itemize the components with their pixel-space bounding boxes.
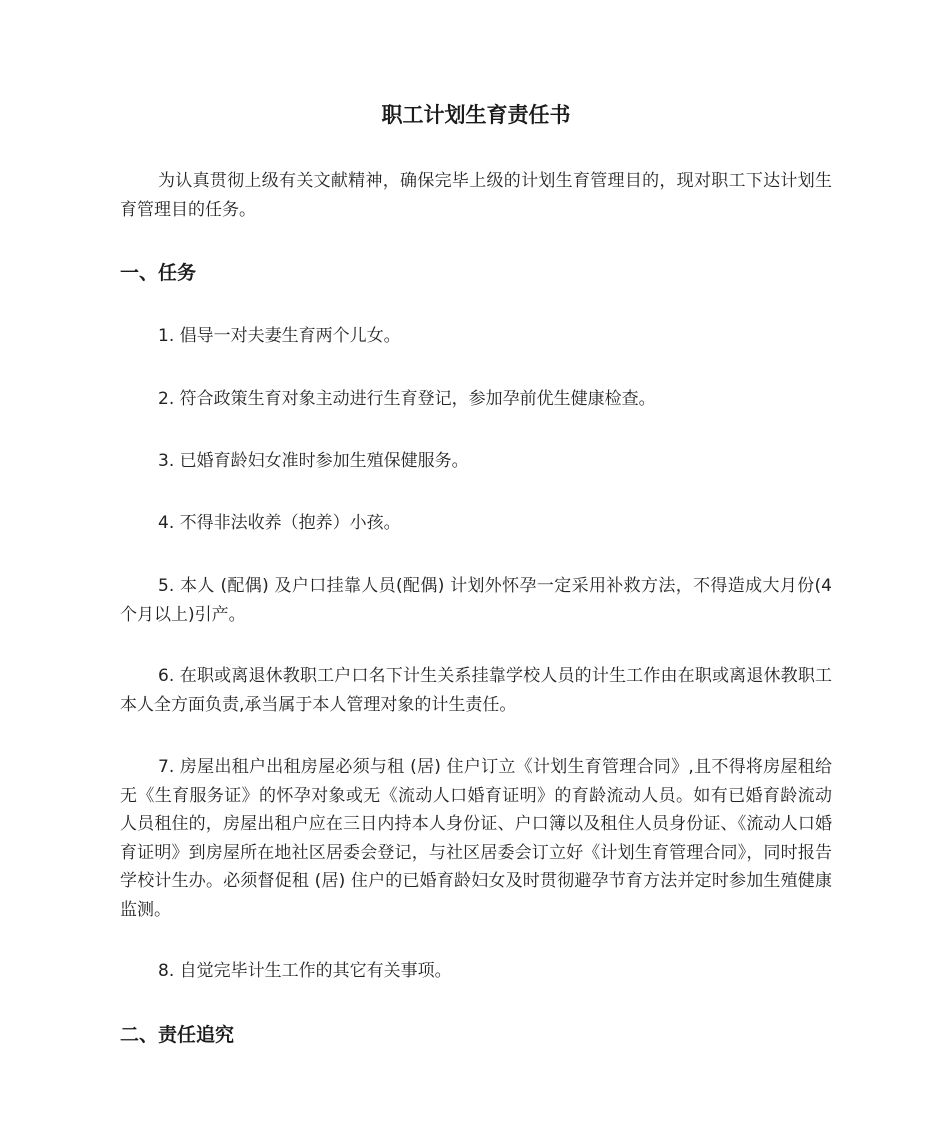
task-item-1: 1. 倡导一对夫妻生育两个儿女。 xyxy=(158,326,401,346)
section-heading-tasks: 一、任务 xyxy=(120,262,197,284)
section-heading-accountability: 二、责任追究 xyxy=(120,1024,235,1046)
intro-paragraph: 为认真贯彻上级有关文献精神，确保完毕上级的计划生育管理目的，现对职工下达计划生育管理目的任务。 xyxy=(120,171,832,220)
task-item-8: 8. 自觉完毕计生工作的其它有关事项。 xyxy=(158,961,452,981)
task-item-7: 7. 房屋出租户出租房屋必须与租 (居) 住户订立《计划生育管理合同》,且不得将房屋租给无《生育服务证》的怀孕对象或无《流动人口婚育证明》的育龄流动人员。如有已婚育龄流动人员租住的，房屋出租户应在三日内持本人身份证、户口簿以及租住人员身份证、《流动人口婚育证明》到房屋所在地社区居委会登记，与社区居委会订立好《计划生育管理合同》，同时报告学校计生办。必须督促租 (居) 住户的已婚育龄妇女及时贯彻避孕节育方法并定时参加生殖健康监测。 xyxy=(120,757,832,920)
task-item-3: 3. 已婚育龄妇女准时参加生殖保健服务。 xyxy=(158,451,469,471)
document-title: 职工计划生育责任书 xyxy=(381,103,571,127)
task-item-4: 4. 不得非法收养（抱养）小孩。 xyxy=(158,513,401,533)
task-item-6: 6. 在职或离退休教职工户口名下计生关系挂靠学校人员的计生工作由在职或离退休教职工本人全方面负责,承当属于本人管理对象的计生责任。 xyxy=(120,666,832,715)
task-item-2: 2. 符合政策生育对象主动进行生育登记，参加孕前优生健康检查。 xyxy=(158,389,656,409)
task-item-5: 5. 本人 (配偶) 及户口挂靠人员(配偶) 计划外怀孕一定采用补救方法，不得造成大月份(4 个月以上)引产。 xyxy=(120,576,832,625)
